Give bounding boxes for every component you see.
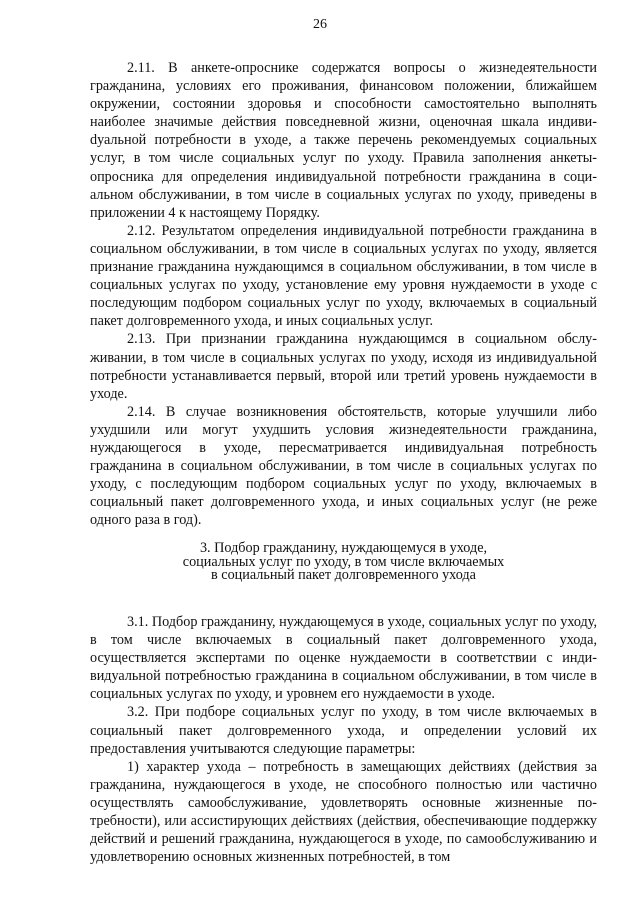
page-number: 26 bbox=[313, 17, 327, 32]
paragraph-2-14: 2.14. В случае возникновения обстоятельств, которые улучшили либо ухудшили или могут ухудшить условия жизнедеятельности гражданина, нуждающегося в уходе, пересматривается индивидуальная потребность гражданина в социальном обслуживании, в том числе в социальных услугах по уходу, с последующим подбором социальных услуг по уходу, включаемых в социальный пакет долговременного ухода, и иных социальных услуг (не реже одного раза в год). bbox=[90, 403, 597, 529]
paragraph-2-12: 2.12. Результатом определения индивидуальной потребности гражданина в социальном обслуживании, в том числе в социальных услугах по уходу, является признание гражданина нуждающимся в социальном обслуживании, в том числе в социальных услугах по уходу, установление ему уровня нуждаемости в уходе с последующим подбором социальных услуг по уходу, включаемых в социальный пакет долговременного ухода, и иных социальных услуг. bbox=[90, 222, 597, 330]
document-body bbox=[90, 59, 597, 866]
section-heading bbox=[90, 542, 597, 583]
paragraph-2-13: 2.13. При признании гражданина нуждающимся в социальном обслуживании, в том числе в социальных услугах по уходу, исходя из индивидуальной потребности устанавливается первый, второй или третий уровень нуждаемости в уходе. bbox=[90, 331, 597, 402]
paragraph-3-2-item-1: 1) характер ухода – потребность в замещающих действиях (действия за гражданина, нуждающегося в уходе, не способного полностью или частично осуществлять самообслуживание, удовлетворять основные жизненные потребности), или ассистирующих действиях (действия, обеспечивающие поддержку действий и решений гражданина, нуждающегося в уходе, по самообслуживанию и удовлетворению основных жизненных потребностей, в том bbox=[90, 758, 597, 866]
paragraph-2-11: 2.11. В анкете-опроснике содержатся вопросы о жизнедеятельности гражданина, условиях его проживания, финансовом положении, ближайшем окружении, состоянии здоровья и способности самостоятельно выполнять наиболее значимые действия повседневной жизни, оценочная шкала индивиdуальной потребности в уходе, а также перечень рекомендуемых социальных услуг, в том числе социальных услуг по уходу. Правила заполнения анкеты-опросника для определения индивидуальной потребности гражданина в социальном обслуживании, в том числе в социальных услугах по уходу, приведены в приложении 4 к настоящему Порядку. bbox=[90, 60, 597, 221]
section-heading-line: в социальный пакет долговременного ухода bbox=[211, 567, 476, 584]
paragraph-3-1: 3.1. Подбор гражданину, нуждающемуся в уходе, социальных услуг по уходу, в том числе включаемых в социальный пакет долговременного ухода, осуществляется экспертами по оценке нуждаемости в соответствии с индивидуальной потребностью гражданина в социальном обслуживании, в том числе в социальных услугах по уходу, и уровнем его нуждаемости в уходе. bbox=[90, 613, 597, 703]
section-heading-line: социальных услуг по уходу, в том числе включаемых bbox=[182, 553, 505, 570]
paragraph-3-2: 3.2. При подборе социальных услуг по уходу, в том числе включаемых в социальный пакет долговременного ухода, и определении условий их предоставления учитываются следующие параметры: bbox=[90, 704, 597, 757]
section-heading-line: 3. Подбор гражданину, нуждающемуся в уходе, bbox=[199, 540, 488, 557]
